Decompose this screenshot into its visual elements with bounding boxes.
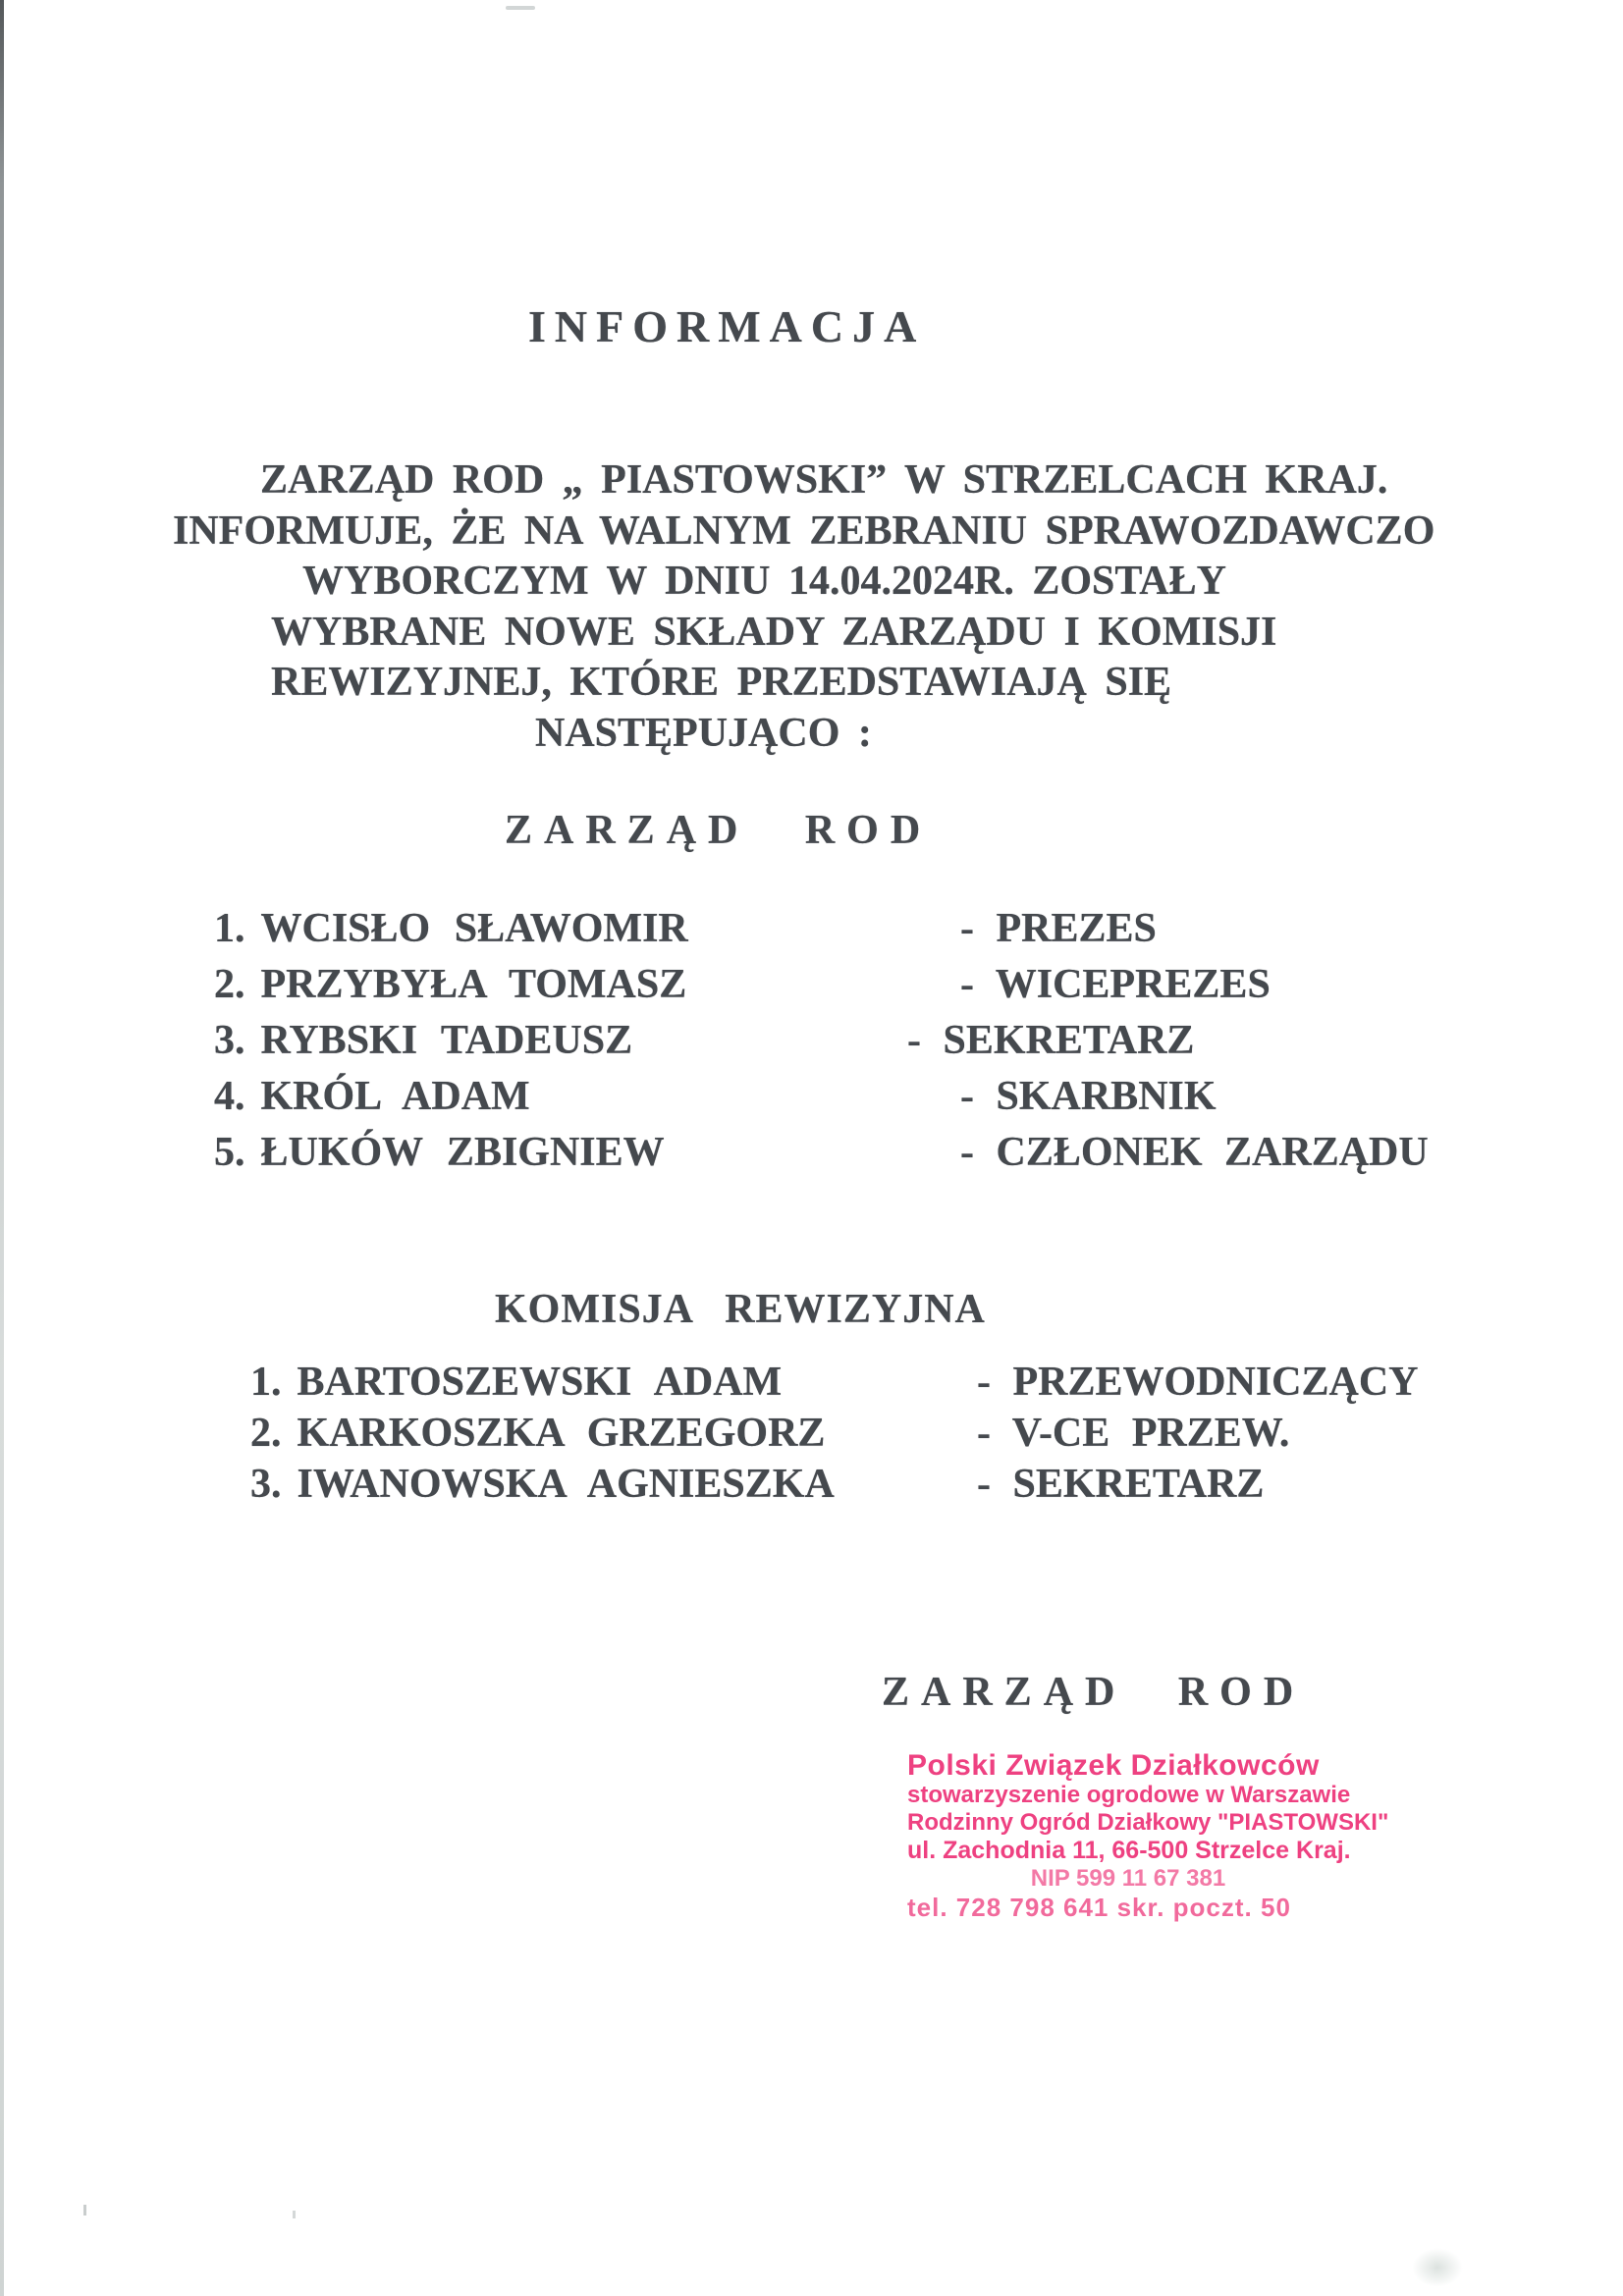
- member-role: - SKARBNIK: [960, 1074, 1217, 1119]
- scan-speck-artifact: [83, 2205, 86, 2216]
- member-role: - V-CE PRZEW.: [977, 1411, 1290, 1456]
- member-name: IWANOWSKA AGNIESZKA: [297, 1462, 835, 1507]
- member-number: 4.: [214, 1074, 245, 1119]
- member-name: WCISŁO SŁAWOMIR: [260, 906, 688, 951]
- board-section-heading: ZARZĄD ROD: [505, 808, 933, 853]
- member-name: RYBSKI TADEUSZ: [260, 1018, 633, 1063]
- intro-paragraph: [0, 455, 1623, 759]
- committee-member-row: [250, 1357, 1527, 1408]
- stamp-association-line: stowarzyszenie ogrodowe w Warszawie: [907, 1782, 1351, 1808]
- paragraph-line: INFORMUJE, ŻE NA WALNYM ZEBRANIU SPRAWOZDAWCZO: [173, 507, 1435, 554]
- signature-line: ZARZĄD ROD: [882, 1670, 1306, 1715]
- stamp-nip: NIP 599 11 67 381: [1030, 1865, 1226, 1892]
- stamp-org-name: Polski Związek Działkowców: [907, 1749, 1320, 1782]
- member-name: KARKOSZKA GRZEGORZ: [297, 1411, 826, 1456]
- member-number: 5.: [214, 1130, 245, 1175]
- paragraph-line: WYBRANE NOWE SKŁADY ZARZĄDU I KOMISJI: [271, 609, 1277, 655]
- member-number: 3.: [250, 1462, 282, 1507]
- member-number: 1.: [250, 1360, 282, 1405]
- board-member-row: [214, 1125, 1510, 1181]
- organization-stamp: [907, 1749, 1389, 1923]
- member-name: PRZYBYŁA TOMASZ: [260, 962, 687, 1007]
- scan-speck-artifact: [293, 2211, 296, 2218]
- committee-member-list: [250, 1357, 1527, 1510]
- member-number: 3.: [214, 1018, 245, 1063]
- board-member-row: [214, 1013, 1510, 1069]
- board-member-row: [214, 1069, 1510, 1125]
- stamp-address: ul. Zachodnia 11, 66-500 Strzelce Kraj.: [907, 1837, 1351, 1864]
- board-member-row: [214, 957, 1510, 1013]
- member-role: - PREZES: [960, 906, 1157, 951]
- member-role: - SEKRETARZ: [907, 1018, 1195, 1063]
- paragraph-line: REWIZYJNEJ, KTÓRE PRZEDSTAWIAJĄ SIĘ: [271, 660, 1172, 705]
- member-number: 2.: [250, 1411, 282, 1456]
- stamp-garden-name: Rodzinny Ogród Działkowy "PIASTOWSKI": [907, 1809, 1389, 1836]
- scan-smudge-artifact: [1412, 2248, 1463, 2287]
- paragraph-line: NASTĘPUJĄCO :: [535, 710, 872, 756]
- board-member-row: [214, 901, 1510, 957]
- member-name: KRÓL ADAM: [260, 1074, 530, 1119]
- committee-section-heading: KOMISJA REWIZYJNA: [495, 1287, 986, 1332]
- scan-edge-artifact: [0, 0, 4, 2296]
- member-role: - PRZEWODNICZĄCY: [977, 1360, 1419, 1405]
- member-name: ŁUKÓW ZBIGNIEW: [260, 1130, 665, 1175]
- member-role: - WICEPREZES: [960, 962, 1271, 1007]
- paragraph-line: ZARZĄD ROD „ PIASTOWSKI” W STRZELCACH KRAJ.: [260, 457, 1388, 503]
- member-role: - CZŁONEK ZARZĄDU: [960, 1130, 1429, 1175]
- paragraph-line: WYBORCZYM W DNIU 14.04.2024R. ZOSTAŁY: [302, 559, 1226, 604]
- member-number: 1.: [214, 906, 245, 951]
- document-title: INFORMACJA: [528, 301, 926, 351]
- board-member-list: [214, 901, 1510, 1181]
- stamp-phone: tel. 728 798 641 skr. poczt. 50: [907, 1893, 1291, 1922]
- member-role: - SEKRETARZ: [977, 1462, 1265, 1507]
- member-number: 2.: [214, 962, 245, 1007]
- committee-member-row: [250, 1459, 1527, 1510]
- member-name: BARTOSZEWSKI ADAM: [297, 1360, 783, 1405]
- committee-member-row: [250, 1408, 1527, 1459]
- scan-mark-artifact: [506, 6, 535, 10]
